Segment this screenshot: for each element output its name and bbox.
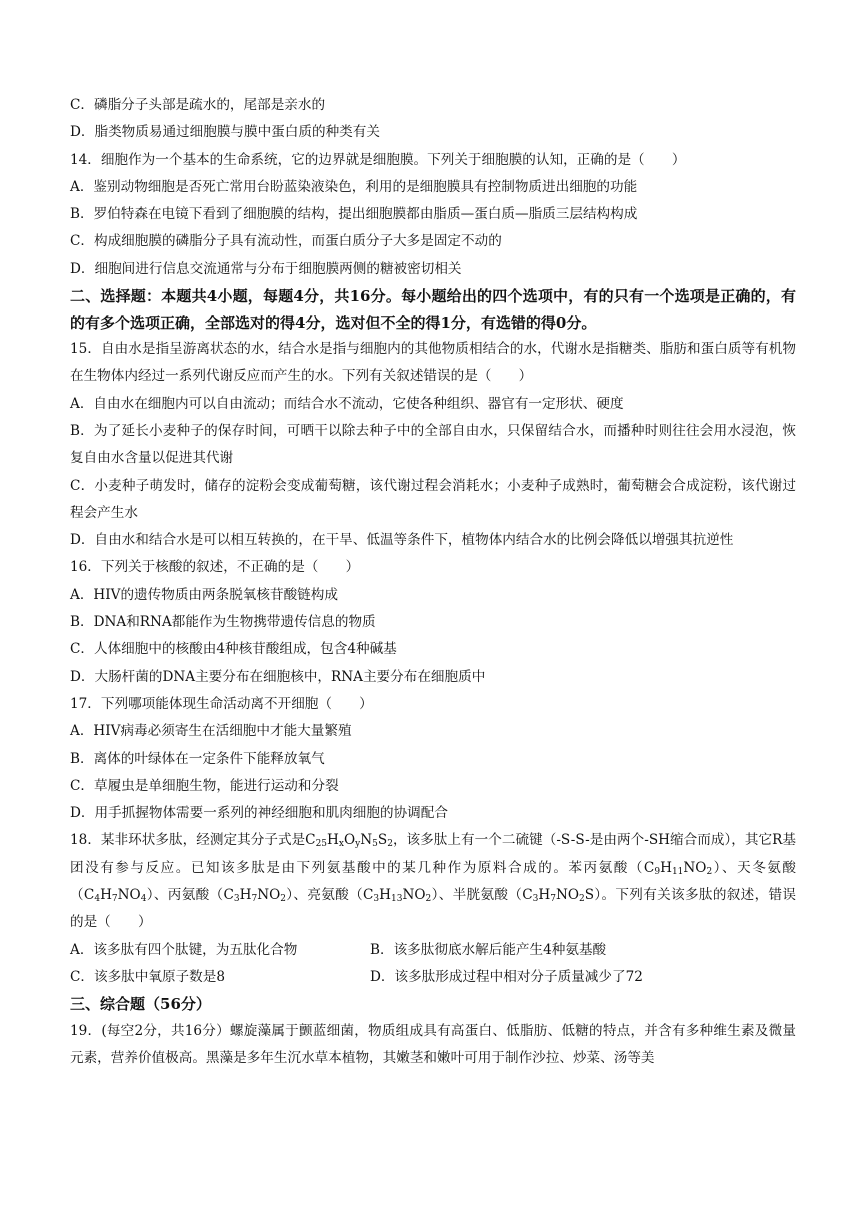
- subscript: 7: [111, 894, 118, 905]
- question-18-option-a: A．该多肽有四个肽键，为五肽化合物: [70, 941, 298, 958]
- subscript: 7: [251, 894, 258, 905]
- subscript: 4: [140, 894, 147, 905]
- subscript: y: [355, 839, 361, 850]
- q18-text: ）、天冬氨酸（C: [70, 859, 796, 904]
- question-15-option-b: B．为了延长小麦种子的保存时间，可晒干以除去种子中的全部自由水，只保留结合水，而播种时则往往会用水浸泡，恢复自由水含量以促进其代谢: [70, 422, 796, 467]
- subscript: 9: [654, 866, 661, 877]
- question-16-option-c: C．人体细胞中的核酸由4种核苷酸组成，包含4种碱基: [70, 641, 397, 658]
- question-18-option-b: B．该多肽彻底水解后能产生4种氨基酸: [370, 941, 607, 958]
- question-17-option-b: B．离体的叶绿体在一定条件下能释放氧气: [70, 750, 325, 767]
- question-17-option-d: D．用手抓握物体需要一系列的神经细胞和肌肉细胞的协调配合: [70, 805, 448, 822]
- q18-text: 18．某非环状多肽，经测定其分子式是C: [70, 832, 316, 849]
- question-18-options-row-1: [70, 937, 796, 964]
- q18-text: NO: [555, 887, 579, 904]
- question-17-option-a: A．HIV病毒必须寄生在活细胞中才能大量繁殖: [70, 723, 352, 740]
- q18-text: S）。下列有关该多肽的叙述，错误的是（ ）: [70, 887, 796, 931]
- question-14-option-a: A．鉴别动物细胞是否死亡常用台盼蓝染液染色，利用的是细胞膜具有控制物质进出细胞的功能: [70, 178, 638, 195]
- subscript: 7: [550, 894, 556, 905]
- q18-text: NO: [683, 859, 707, 876]
- question-15-option-a: A．自由水在细胞内可以自由流动；而结合水不流动，它使各种组织、器官有一定形状、硬度: [70, 395, 624, 412]
- question-16-option-a: A．HIV的遗传物质由两条脱氧核苷酸链构成: [70, 586, 338, 603]
- question-17-stem: 17．下列哪项能体现生命活动离不开细胞（ ）: [70, 695, 373, 712]
- question-15-option-d: D．自由水和结合水是可以相互转换的，在干旱、低温等条件下，植物体内结合水的比例会降低以增强其抗逆性: [70, 532, 734, 549]
- subscript: 3: [233, 894, 240, 905]
- subscript: 3: [373, 894, 380, 905]
- subscript: 2: [387, 839, 393, 850]
- question-16-option-b: B．DNA和RNA都能作为生物携带遗传信息的物质: [70, 614, 376, 631]
- subscript: 2: [578, 894, 585, 905]
- q18-text: H: [239, 887, 252, 904]
- question-14-stem: 14．细胞作为一个基本的生命系统，它的边界就是细胞膜。下列关于细胞膜的认知，正确的是（ ）: [70, 151, 686, 168]
- q18-text: S: [377, 832, 388, 849]
- question-14-option-d: D．细胞间进行信息交流通常与分布于细胞膜两侧的糖被密切相关: [70, 260, 462, 277]
- q18-text: H: [379, 887, 392, 904]
- text-line: C．磷脂分子头部是疏水的，尾部是亲水的: [70, 97, 326, 113]
- q18-text: ，该多肽上有一个二硫键（-S-S-是由两个-SH缩合而成），其它R基团没有参与反应。已知该多肽是由下列氨基酸中的某几种作为原料合成的。苯丙氨酸（C: [70, 832, 796, 876]
- subscript: 2: [425, 894, 432, 905]
- subscript: 3: [532, 894, 539, 905]
- question-19-stem: 19．(每空2分，共16分）螺旋藻属于颤蓝细菌，物质组成具有高蛋白、低脂肪、低糖的特点，并含有多种维生素及微量元素，营养价值极高。黑藻是多年生沉水草本植物，其嫩茎和嫩叶可用于制作沙拉、炒菜、汤等美: [70, 1022, 796, 1066]
- text-line: D．脂类物质易通过细胞膜与膜中蛋白质的种类有关: [70, 124, 380, 141]
- q18-text: N: [360, 832, 373, 849]
- question-14-option-b: B．罗伯特森在电镜下看到了细胞膜的结构，提出细胞膜都由脂质—蛋白质—脂质三层结构构成: [70, 206, 638, 223]
- section-3-heading: 三、综合题（56分）: [70, 995, 211, 1014]
- question-18-option-c: C．该多肽中氧原子数是8: [70, 968, 225, 985]
- subscript: 4: [94, 894, 101, 905]
- question-15-stem: 15．自由水是指呈游离状态的水，结合水是指与细胞内的其他物质相结合的水，代谢水是指糖类、脂肪和蛋白质等有机物在生物体内经过一系列代谢反应而产生的水。下列有关叙述错误的是（ ）: [70, 341, 796, 385]
- question-15-option-c: C．小麦种子萌发时，储存的淀粉会变成葡萄糖，该代谢过程会消耗水；小麦种子成熟时，葡萄糖会合成淀粉，该代谢过程会产生水: [70, 477, 796, 521]
- q18-text: O: [343, 832, 356, 849]
- subscript: 2: [280, 894, 286, 905]
- question-18-option-d: D．该多肽形成过程中相对分子质量减少了72: [370, 968, 643, 985]
- q18-text: H: [100, 887, 112, 904]
- q18-text: ）、半胱氨酸（C: [431, 887, 533, 904]
- exam-page: [70, 92, 796, 1072]
- question-16-option-d: D．大肠杆菌的DNA主要分布在细胞核中，RNA主要分布在细胞质中: [70, 668, 486, 685]
- q18-text: NO: [402, 887, 426, 904]
- subscript: 2: [706, 866, 713, 877]
- q18-text: H: [538, 887, 551, 904]
- question-18-options-row-2: [70, 964, 796, 991]
- question-18-stem: [70, 827, 796, 936]
- q18-text: H: [660, 859, 672, 876]
- subscript: 5: [372, 839, 378, 850]
- question-16-stem: 16．下列关于核酸的叙述，不正确的是（ ）: [70, 559, 360, 576]
- q18-text: NO: [257, 887, 281, 904]
- question-14-option-c: C．构成细胞膜的磷脂分子具有流动性，而蛋白质分子大多是固定不动的: [70, 233, 502, 250]
- q18-text: NO: [117, 887, 141, 904]
- section-2-heading: 二、选择题：本题共4小题，每题4分，共16分。每小题给出的四个选项中，有的只有一个选项是正确的，有的有多个选项正确，全部选对的得4分，选对但不全的得1分，有选错的得0分。: [70, 287, 796, 332]
- subscript: 13: [391, 894, 403, 905]
- subscript: 11: [671, 866, 684, 877]
- q18-text: ）、亮氨酸（C: [285, 887, 374, 904]
- q18-text: ）、丙氨酸（C: [146, 887, 234, 904]
- q18-text: H: [327, 832, 339, 849]
- question-17-option-c: C．草履虫是单细胞生物，能进行运动和分裂: [70, 777, 339, 794]
- subscript: x: [338, 839, 344, 850]
- subscript: 25: [315, 839, 328, 850]
